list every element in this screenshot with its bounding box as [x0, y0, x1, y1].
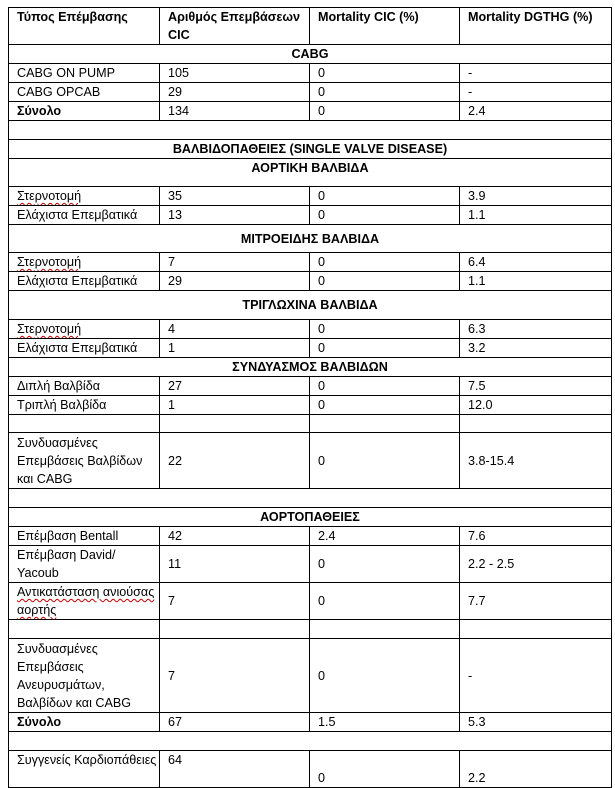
cell-type: Ελάχιστα Επεμβατικά [9, 339, 160, 358]
cell-mortality-dgthg: 6.3 [460, 320, 612, 339]
cell-type [9, 320, 160, 339]
subsection-tricuspid: ΤΡΙΓΛΩΧΙΝΑ ΒΑΛΒΙΔΑ [9, 291, 612, 320]
cell-type [9, 583, 160, 620]
document-page [8, 7, 611, 788]
cell-mortality-dgthg: - [460, 639, 612, 713]
table-row [9, 433, 612, 489]
cell-mortality-dgthg: 7.6 [460, 527, 612, 546]
subsection-row [9, 358, 612, 377]
spellcheck-word: Στερνοτομή [17, 255, 82, 269]
subsection-combined-valves: ΣΥΝΔΥΑΣΜΟΣ ΒΑΛΒΙΔΩΝ [9, 358, 612, 377]
empty-row [9, 620, 612, 639]
empty-cell [9, 620, 160, 639]
cell-count: 35 [160, 187, 310, 206]
table-row [9, 64, 612, 83]
empty-cell [9, 489, 612, 508]
cell-mortality-cic: 0 [310, 320, 460, 339]
header-row [9, 8, 612, 45]
empty-row [9, 415, 612, 433]
cell-mortality-cic: 0 [310, 339, 460, 358]
subsection-mitral: ΜΙΤΡΟΕΙΔΗΣ ΒΑΛΒΙΔΑ [9, 225, 612, 253]
table-row [9, 320, 612, 339]
cell-mortality-cic: 0 [310, 433, 460, 489]
cell-mortality-cic: 0 [310, 639, 460, 713]
cell-type: Σύνολο [9, 102, 160, 121]
cell-mortality-dgthg: - [460, 64, 612, 83]
cell-count: 27 [160, 377, 310, 396]
cell-mortality-cic: 0 [310, 187, 460, 206]
cell-type: Συγγενείς Καρδιοπάθειες [9, 751, 160, 788]
section-cabg: CABG [9, 45, 612, 64]
cell-mortality-dgthg: 3.8-15.4 [460, 433, 612, 489]
cell-count: 11 [160, 546, 310, 583]
cell-type: Ελάχιστα Επεμβατικά [9, 272, 160, 291]
subsection-row [9, 159, 612, 187]
cell-type [9, 253, 160, 272]
cell-mortality-dgthg: 2.2 - 2.5 [460, 546, 612, 583]
table-row [9, 206, 612, 225]
cell-mortality-cic: 0 [310, 64, 460, 83]
table-row [9, 527, 612, 546]
table-row [9, 339, 612, 358]
header-count-cic: Αριθμός Επεμβάσεων CIC [160, 8, 310, 45]
empty-row [9, 121, 612, 140]
cell-mortality-dgthg: 3.2 [460, 339, 612, 358]
cell-mortality-cic: 2.4 [310, 527, 460, 546]
cell-type: CABG OPCAB [9, 83, 160, 102]
cell-count: 67 [160, 713, 310, 732]
table-row [9, 546, 612, 583]
spellcheck-word: Στερνοτομή [17, 322, 82, 336]
cell-mortality-dgthg: 6.4 [460, 253, 612, 272]
cell-count: 29 [160, 272, 310, 291]
empty-cell [310, 415, 460, 433]
empty-cell [9, 732, 612, 751]
cell-count: 13 [160, 206, 310, 225]
cell-mortality-dgthg: 7.7 [460, 583, 612, 620]
cell-mortality-cic: 0 [310, 102, 460, 121]
cell-mortality-cic: 1.5 [310, 713, 460, 732]
cell-count: 7 [160, 583, 310, 620]
cell-mortality-cic: 0 [310, 396, 460, 415]
cell-type [9, 187, 160, 206]
empty-cell [310, 620, 460, 639]
surgery-statistics-table [8, 7, 612, 788]
cell-mortality-dgthg: 2.4 [460, 102, 612, 121]
cell-count: 4 [160, 320, 310, 339]
table-row [9, 396, 612, 415]
section-aorta: ΑΟΡΤΟΠΑΘΕΙΕΣ [9, 508, 612, 527]
cell-mortality-dgthg: 2.2 [460, 751, 612, 788]
empty-cell [160, 415, 310, 433]
cell-mortality-cic: 0 [310, 546, 460, 583]
empty-row [9, 732, 612, 751]
section-row [9, 508, 612, 527]
cell-mortality-dgthg: 1.1 [460, 272, 612, 291]
cell-count: 29 [160, 83, 310, 102]
cell-mortality-cic: 0 [310, 583, 460, 620]
cell-mortality-dgthg: 3.9 [460, 187, 612, 206]
table-row [9, 583, 612, 620]
cell-type: CABG ON PUMP [9, 64, 160, 83]
cell-type: Επέμβαση Bentall [9, 527, 160, 546]
cell-mortality-dgthg: 7.5 [460, 377, 612, 396]
header-mortality-dgthg: Mortality DGTHG (%) [460, 8, 612, 45]
cell-mortality-cic: 0 [310, 272, 460, 291]
cell-mortality-cic: 0 [310, 206, 460, 225]
cell-type: Τριπλή Βαλβίδα [9, 396, 160, 415]
header-mortality-cic: Mortality CIC (%) [310, 8, 460, 45]
empty-cell [460, 415, 612, 433]
table-row [9, 272, 612, 291]
subsection-aortic: ΑΟΡΤΙΚΗ ΒΑΛΒΙΔΑ [9, 159, 612, 187]
spellcheck-word: Αντικατάσταση ανιούσας αορτής [17, 585, 155, 617]
spellcheck-word: Στερνοτομή [17, 189, 82, 203]
cell-mortality-cic: 0 [310, 253, 460, 272]
cell-count: 22 [160, 433, 310, 489]
total-row [9, 713, 612, 732]
cell-count: 134 [160, 102, 310, 121]
section-row [9, 140, 612, 159]
table-row [9, 187, 612, 206]
cell-type: Επέμβαση David/ Yacoub [9, 546, 160, 583]
cell-type: Ελάχιστα Επεμβατικά [9, 206, 160, 225]
empty-cell [160, 620, 310, 639]
table-row [9, 83, 612, 102]
cell-type: Διπλή Βαλβίδα [9, 377, 160, 396]
table-row [9, 639, 612, 713]
cell-mortality-dgthg: 5.3 [460, 713, 612, 732]
cell-type: Σύνολο [9, 713, 160, 732]
cell-count: 1 [160, 396, 310, 415]
cell-mortality-cic: 0 [310, 751, 460, 788]
cell-type: Συνδυασμένες Επεμβάσεις Βαλβίδων και CABG [9, 433, 160, 489]
empty-cell [460, 620, 612, 639]
section-row [9, 45, 612, 64]
cell-type: Συνδυασμένες Επεμβάσεις Ανευρυσμάτων, Βαλβίδων και CABG [9, 639, 160, 713]
cell-count: 42 [160, 527, 310, 546]
section-valves: ΒΑΛΒΙΔΟΠΑΘΕΙΕΣ (SINGLE VALVE DISEASE) [9, 140, 612, 159]
cell-count: 105 [160, 64, 310, 83]
header-type: Τύπος Επέμβασης [9, 8, 160, 45]
table-row [9, 253, 612, 272]
table-row [9, 377, 612, 396]
cell-count: 1 [160, 339, 310, 358]
cell-mortality-cic: 0 [310, 83, 460, 102]
cell-count: 7 [160, 253, 310, 272]
cell-mortality-dgthg: 12.0 [460, 396, 612, 415]
subsection-row [9, 291, 612, 320]
cell-mortality-dgthg: - [460, 83, 612, 102]
table-row [9, 751, 612, 788]
cell-mortality-dgthg: 1.1 [460, 206, 612, 225]
subsection-row [9, 225, 612, 253]
total-row [9, 102, 612, 121]
cell-count: 7 [160, 639, 310, 713]
empty-cell [9, 121, 612, 140]
empty-row [9, 489, 612, 508]
empty-cell [9, 415, 160, 433]
cell-count: 64 [160, 751, 310, 788]
cell-mortality-cic: 0 [310, 377, 460, 396]
